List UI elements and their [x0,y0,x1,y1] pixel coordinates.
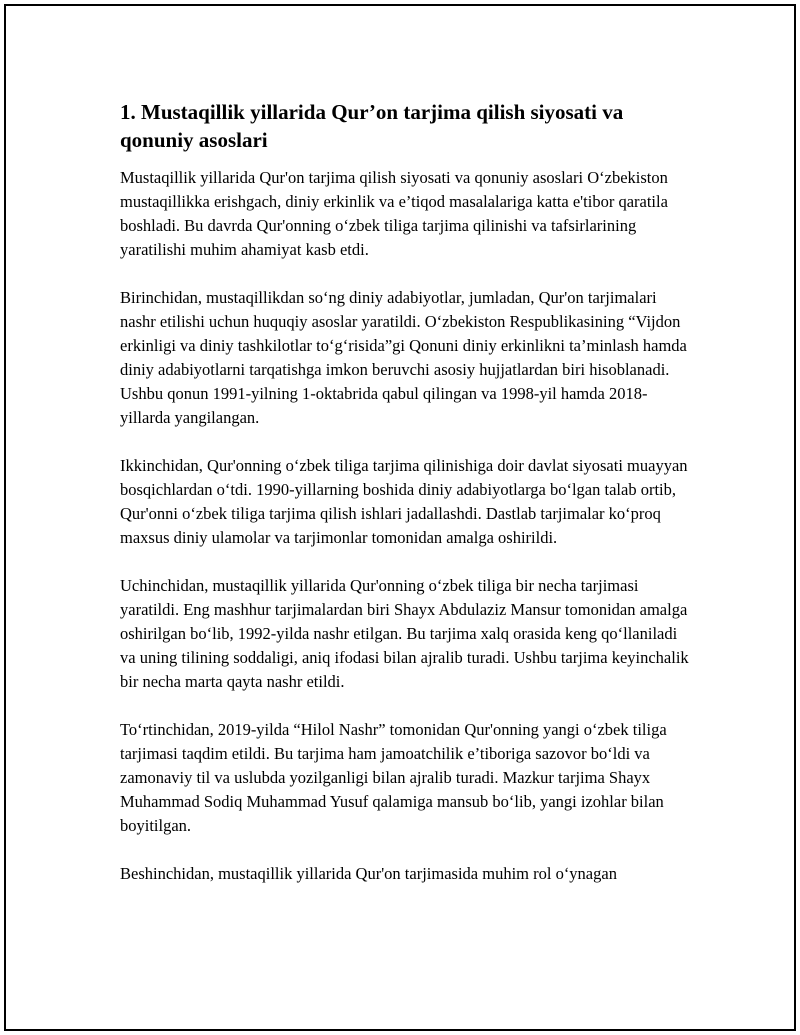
paragraph-first: Birinchidan, mustaqillikdan so‘ng diniy adabiyotlar, jumladan, Qur'on tarjimalari nashr etilishi uchun huquqiy asoslar yaratildi. O‘zbekiston Respublikasining “Vijdon erkinligi va diniy tashkilotlar to‘g‘risida”gi Qonuni diniy erkinlikni ta’minlash hamda diniy adabiyotlarni tarqatishga imkon beruvchi asosiy hujjatlardan biri hisoblanadi. Ushbu qonun 1991-yilning 1-oktabrida qabul qilingan va 1998-yil hamda 2018-yillarda yangilangan. [120,288,687,427]
paragraph-fifth: Beshinchidan, mustaqillik yillarida Qur'on tarjimasida muhim rol o‘ynagan [120,864,617,883]
paragraph-second: Ikkinchidan, Qur'onning o‘zbek tiliga tarjima qilinishiga doir davlat siyosati muayyan bosqichlardan o‘tdi. 1990-yillarning boshida diniy adabiyotlarga bo‘lgan talab ortib, Qur'onni o‘zbek tiliga tarjima qilish ishlari jadallashdi. Dastlab tarjimalar ko‘proq maxsus diniy ulamolar va tarjimonlar tomonidan amalga oshirildi. [120,456,688,547]
section-heading: 1. Mustaqillik yillarida Qur’on tarjima qilish siyosati va qonuniy asoslari [120,100,624,152]
document-body [120,98,692,910]
page-frame [4,4,796,1031]
paragraph-fourth: To‘rtinchidan, 2019-yilda “Hilol Nashr” tomonidan Qur'onning yangi o‘zbek tiliga tarjimasi taqdim etildi. Bu tarjima ham jamoatchilik e’tiboriga sazovor bo‘ldi va zamonaviy til va uslubda yozilganligi bilan ajralib turadi. Mazkur tarjima Shayx Muhammad Sodiq Muhammad Yusuf qalamiga mansub bo‘lib, yangi izohlar bilan boyitilgan. [120,720,667,835]
paragraph-third: Uchinchidan, mustaqillik yillarida Qur'onning o‘zbek tiliga bir necha tarjimasi yaratildi. Eng mashhur tarjimalardan biri Shayx Abdulaziz Mansur tomonidan amalga oshirilgan bo‘lib, 1992-yilda nashr etilgan. Bu tarjima xalq orasida keng qo‘llaniladi va uning tilining soddaligi, aniq ifodasi bilan ajralib turadi. Ushbu tarjima keyinchalik bir necha marta qayta nashr etildi. [120,576,689,691]
paragraph-intro: Mustaqillik yillarida Qur'on tarjima qilish siyosati va qonuniy asoslari O‘zbekiston mustaqillikka erishgach, diniy erkinlik va e’tiqod masalalariga katta e'tibor qaratila boshladi. Bu davrda Qur'onning o‘zbek tiliga tarjima qilinishi va tafsirlarining yaratilishi muhim ahamiyat kasb etdi. [120,168,668,259]
